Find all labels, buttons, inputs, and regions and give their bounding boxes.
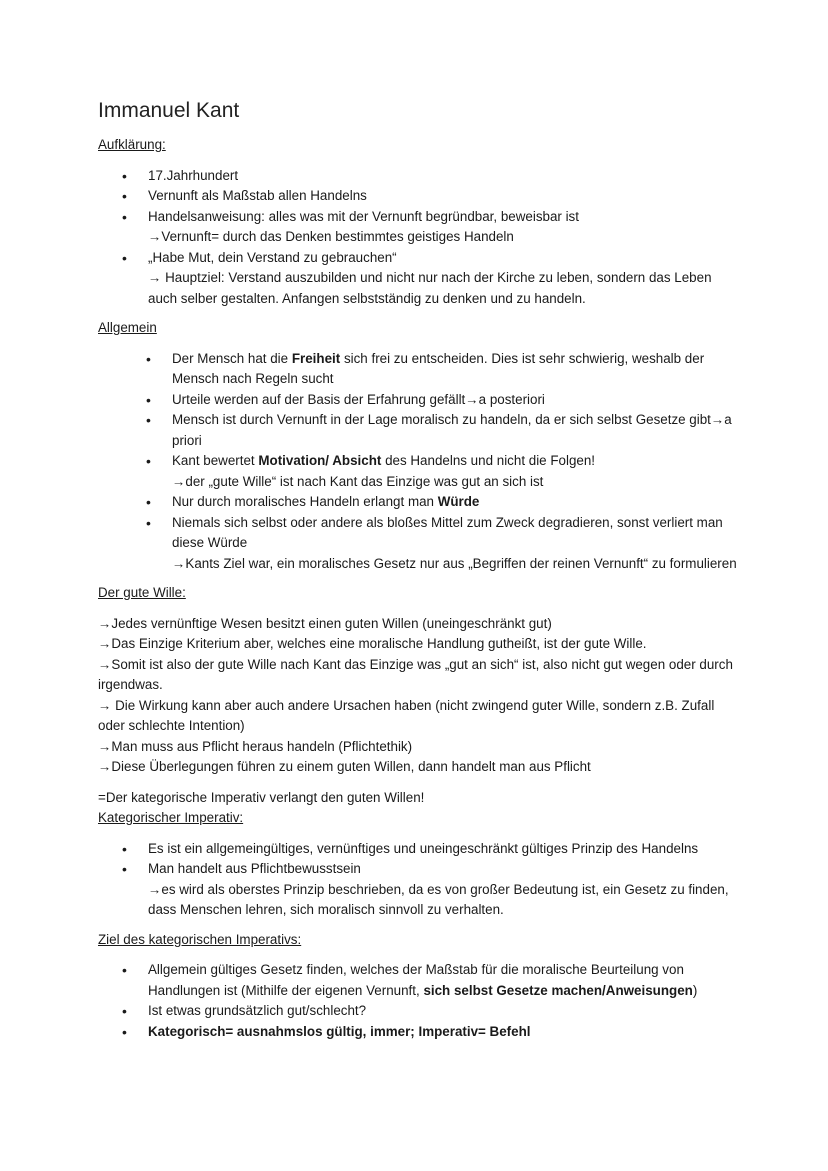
list-item xyxy=(98,349,738,390)
kategorischer-imperativ-list xyxy=(98,839,738,921)
text-line: →Jedes vernünftige Wesen besitzt einen guten Willen (uneingeschränkt gut) xyxy=(98,615,552,631)
text-line: →Diese Überlegungen führen zu einem guten Willen, dann handelt man aus Pflicht xyxy=(98,759,591,774)
section-heading-guter-wille: Der gute Wille: xyxy=(98,585,186,600)
aufklaerung-list xyxy=(98,166,738,310)
ziel-list xyxy=(98,960,738,1042)
bold-term: Motivation/ Absicht xyxy=(258,453,382,468)
list-item xyxy=(98,186,738,207)
list-item xyxy=(98,513,738,575)
section-heading-kategorischer-imperativ: Kategorischer Imperativ: xyxy=(98,810,244,825)
bullet-text: • Niemals sich selbst oder andere als bloßes Mittel zum Zweck degradieren, sonst verliert man diese Würde xyxy=(172,514,723,550)
list-item xyxy=(98,166,738,187)
bullet-text: Es ist ein allgemeingültiges, vernünftiges und uneingeschränkt gültiges Prinzip des Handelns xyxy=(148,840,699,856)
bold-term: Würde xyxy=(437,494,480,509)
bullet-text: 17.Jahrhundert xyxy=(148,167,239,183)
bold-term: sich selbst Gesetze machen/Anweisungen xyxy=(423,982,693,998)
bullet-text: Der Mensch hat die xyxy=(172,350,292,366)
bullet-text: Kant bewertet xyxy=(172,453,259,468)
bullet-text: • Handelsanweisung: alles was mit der Vernunft begründbar, beweisbar ist xyxy=(148,208,579,224)
list-item xyxy=(98,859,738,921)
bullet-text: • „Habe Mut, dein Verstand zu gebrauchen“ xyxy=(148,249,397,265)
list-item xyxy=(98,451,738,492)
bullet-text: Ist etwas grundsätzlich gut/schlecht? xyxy=(148,1003,367,1018)
bullet-text: sich frei zu entscheiden. Dies ist sehr schwierig, weshalb der Mensch nach Regeln sucht xyxy=(172,350,705,386)
bullet-text: des Handelns und nicht die Folgen! xyxy=(381,453,596,468)
text-line: →Das Einzige Kriterium aber, welches eine moralische Handlung gutheißt, ist der gute Wille. xyxy=(98,636,647,651)
summary-line: =Der kategorische Imperativ verlangt den guten Willen! xyxy=(98,789,425,805)
list-item xyxy=(98,492,738,513)
list-item xyxy=(98,248,738,310)
text-line: → Die Wirkung kann aber auch andere Ursachen haben (nicht zwingend guter Wille, sondern z.B. Zufall oder schlechte Intention) xyxy=(98,697,715,733)
section-heading-ziel: Ziel des kategorischen Imperativs: xyxy=(98,931,302,947)
bold-term: Kategorisch= ausnahmslos gültig, immer; Imperativ= Befehl xyxy=(148,1023,531,1039)
bullet-text: ) xyxy=(692,982,698,998)
guter-wille-paragraph xyxy=(98,614,738,778)
document-page xyxy=(98,97,738,1051)
bullet-subtext: →es wird als oberstes Prinzip beschrieben, da es von großer Bedeutung ist, ein Gesetz zu finden, dass Menschen lehren, sich moralisch sinnvoll zu verhalten. xyxy=(148,881,729,917)
list-item xyxy=(98,410,738,451)
list-item xyxy=(98,1001,738,1022)
allgemein-list xyxy=(98,349,738,575)
bullet-subtext: →der „gute Wille“ ist nach Kant das Einzige was gut an sich ist xyxy=(172,473,544,489)
list-item xyxy=(98,1022,738,1043)
bullet-subtext: →Vernunft= durch das Denken bestimmtes geistiges Handeln xyxy=(148,229,514,244)
section-heading-aufklaerung: Aufklärung: xyxy=(98,137,166,152)
bullet-subtext: →Kants Ziel war, ein moralisches Gesetz nur aus „Begriffen der reinen Vernunft“ zu formulieren xyxy=(172,555,737,571)
text-line: →Man muss aus Pflicht heraus handeln (Pflichtethik) xyxy=(98,738,413,754)
bold-term: Freiheit xyxy=(291,350,341,366)
section-heading-allgemein: Allgemein xyxy=(98,320,157,335)
list-item xyxy=(98,390,738,411)
bullet-text: Nur durch moralisches Handeln erlangt man xyxy=(172,494,438,509)
bullet-text: • Man handelt aus Pflichtbewusstsein xyxy=(148,861,361,876)
bullet-text: Vernunft als Maßstab allen Handelns xyxy=(148,188,367,203)
list-item xyxy=(98,960,738,1001)
bullet-text: Allgemein gültiges Gesetz finden, welches der Maßstab für die moralische Beurteilung von Handlungen ist (Mithilfe der eigenen Vernunft, xyxy=(148,962,684,998)
list-item xyxy=(98,839,738,860)
text-line: →Somit ist also der gute Wille nach Kant das Einzige was „gut an sich“ ist, also nicht gut wegen oder durch irgendwas. xyxy=(98,656,733,692)
bullet-text: Urteile werden auf der Basis der Erfahrung gefällt→a posteriori xyxy=(172,391,545,407)
bullet-text: Mensch ist durch Vernunft in der Lage moralisch zu handeln, da er sich selbst Gesetze gibt→a priori xyxy=(172,412,732,448)
document-title: Immanuel Kant xyxy=(98,99,240,122)
list-item xyxy=(98,207,738,248)
bullet-subtext: → Hauptziel: Verstand auszubilden und nicht nur nach der Kirche zu leben, sondern das Leben auch selber gestalten. Anfangen selbstständig zu denken und zu handeln. xyxy=(148,270,712,306)
